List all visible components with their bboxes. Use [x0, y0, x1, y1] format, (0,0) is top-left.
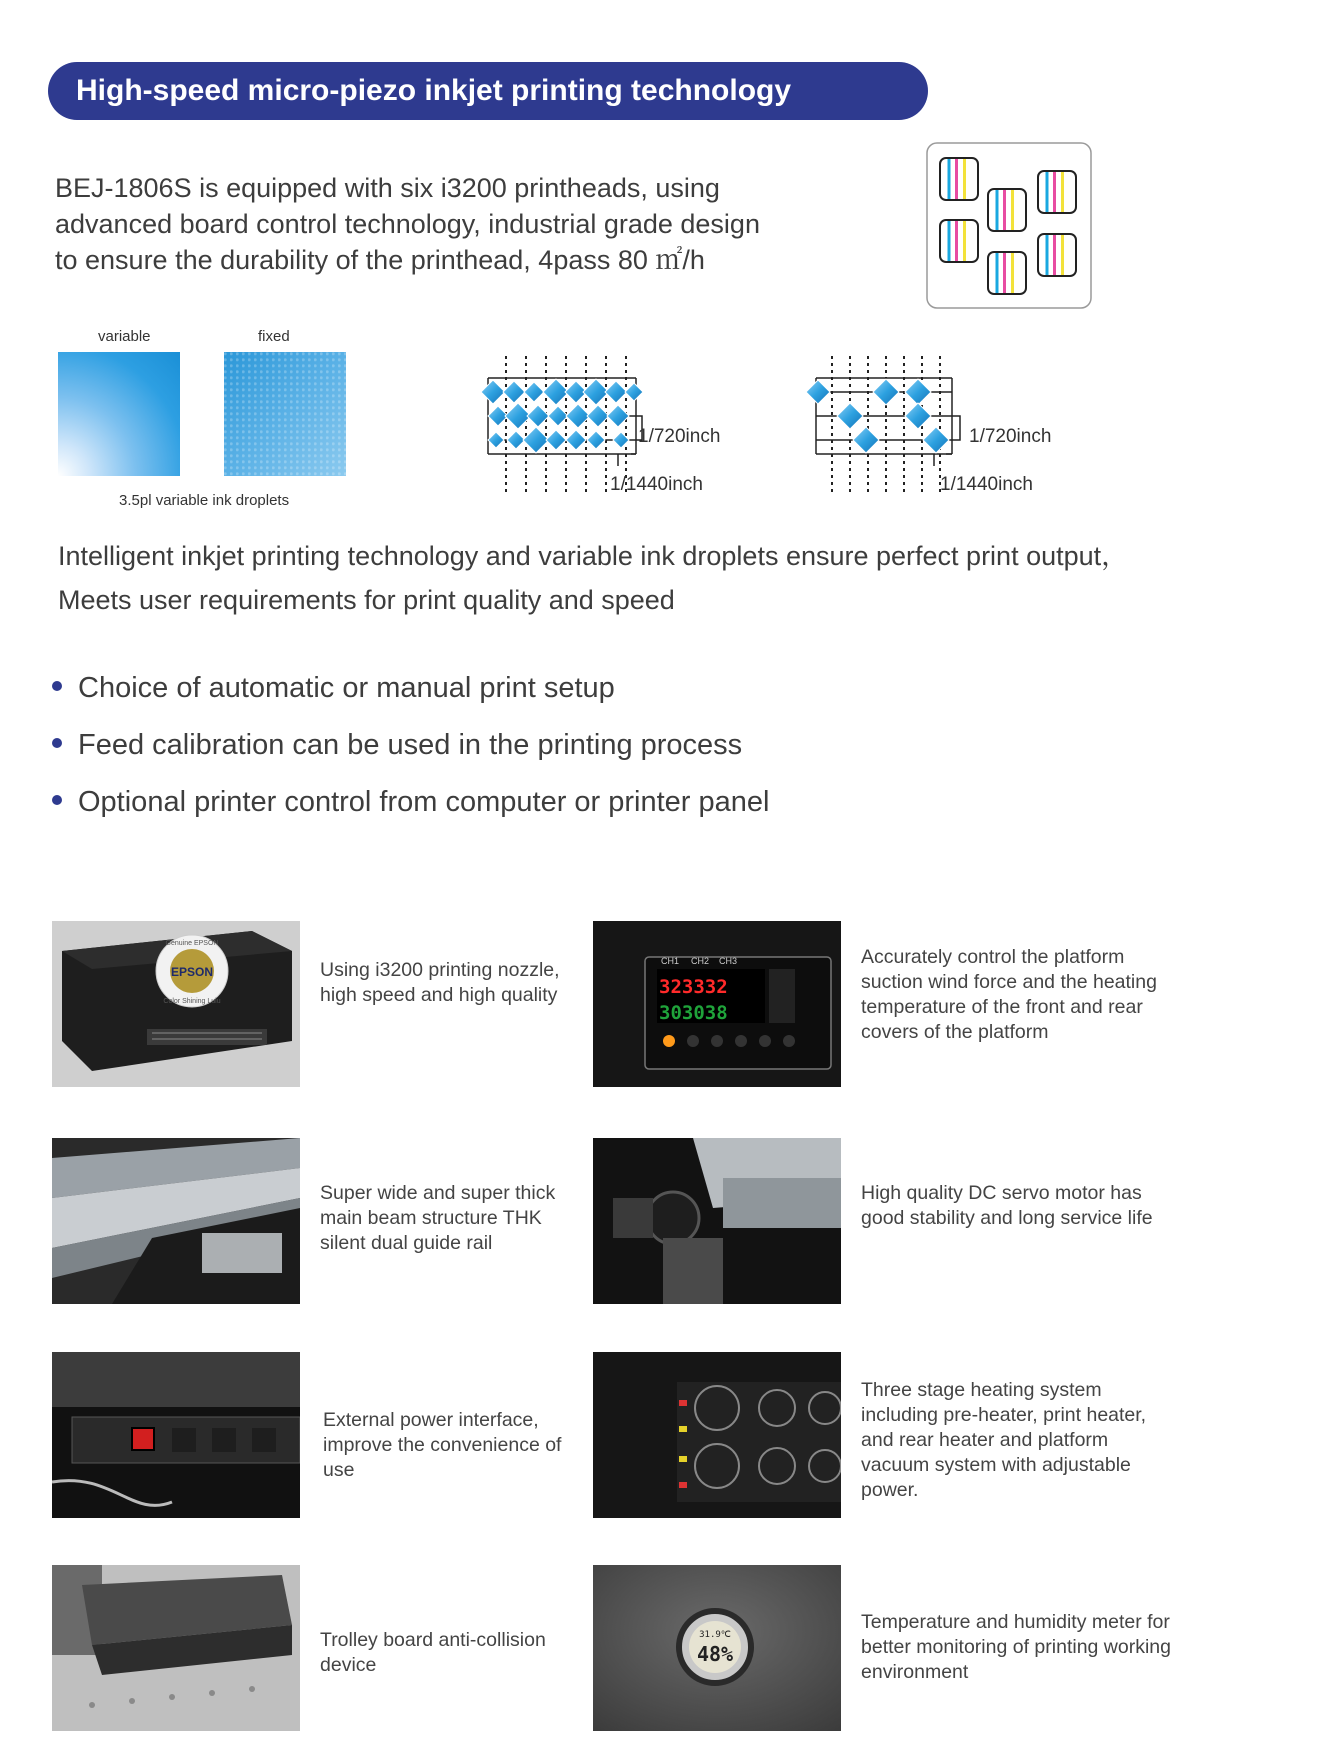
hygrometer-photo [593, 1565, 841, 1731]
bullet-dot-icon [52, 738, 62, 748]
heating-system-photo [593, 1352, 841, 1518]
feature-text-control-panel: Accurately control the platform suction wind force and the heating temperature of the front and rear covers of the platform [861, 946, 1157, 1043]
fixed-droplet-swatch [224, 352, 346, 476]
droplet-icon [905, 379, 931, 405]
bullet-dot-icon [52, 681, 62, 691]
hygrometer-temp-readout: 31.9℃ [699, 1630, 731, 1640]
panel-ch3-label: CH3 [719, 956, 738, 966]
printhead-icon [1038, 234, 1076, 276]
droplet-icon [607, 405, 629, 427]
intro-line: BEJ-1806S is equipped with six i3200 printheads, using [55, 173, 720, 203]
droplet-icon [837, 403, 863, 429]
fixed-label: fixed [258, 328, 290, 345]
feature-text-trolley: Trolley board anti-collision device [320, 1629, 546, 1676]
droplet-icon [905, 403, 931, 429]
section-title-banner: High-speed micro-piezo inkjet printing technology [48, 62, 928, 120]
panel-temp-readout: 323332 [659, 976, 728, 998]
variable-dot-diagram [476, 350, 736, 500]
bullet-item: Feed calibration can be used in the printing process [52, 717, 769, 774]
feature-text-servo-motor: High quality DC servo motor has good stability and long service life [861, 1182, 1153, 1229]
fixed-dot-diagram [806, 350, 1066, 500]
droplet-icon [873, 379, 899, 405]
bullet-item: Choice of automatic or manual print setup [52, 660, 769, 717]
diagram-b-label-720: 1/720inch [969, 426, 1052, 447]
feature-bullet-list [52, 660, 769, 831]
epson-ring-top-text: Genuine EPSON [165, 940, 219, 947]
droplet-icon [806, 380, 830, 404]
control-panel-photo [593, 921, 841, 1087]
trolley-board-photo [52, 1565, 300, 1731]
diagram-a-label-1440: 1/1440inch [610, 474, 703, 495]
printhead-icon [1038, 171, 1076, 213]
power-interface-photo [52, 1352, 300, 1518]
droplet-icon [853, 427, 879, 453]
bullet-item: Optional printer control from computer or printer panel [52, 774, 769, 831]
main-beam-photo [52, 1138, 300, 1304]
droplet-icon [587, 405, 609, 427]
droplet-icon [605, 381, 627, 403]
printhead-icon [940, 158, 978, 200]
droplet-icon [923, 427, 949, 453]
feature-text-main-beam: Super wide and super thick main beam structure THK silent dual guide rail [320, 1182, 556, 1254]
intro-line: to ensure the durability of the printhead, 4pass 80 ㎡/h [55, 245, 705, 275]
diagram-a-label-720: 1/720inch [638, 426, 721, 447]
tagline-line: Intelligent inkjet printing technology and variable ink droplets ensure perfect print output， [58, 541, 1129, 571]
printhead-layout-illustration [926, 142, 1094, 310]
feature-text-power: External power interface, improve the convenience of use [323, 1409, 562, 1481]
droplet-icon [566, 430, 586, 450]
epson-logo-text: EPSON [170, 965, 214, 979]
intro-line: advanced board control technology, industrial grade design [55, 209, 760, 239]
hygrometer-humidity-readout: 48% [696, 1642, 734, 1666]
droplet-icon [548, 406, 568, 426]
droplet-icon [527, 405, 549, 427]
droplet-icon [625, 383, 643, 401]
feature-text-hygrometer: Temperature and humidity meter for better monitoring of printing working environment [861, 1611, 1171, 1683]
diagram-b-label-1440: 1/1440inch [940, 474, 1033, 495]
droplet-icon [481, 380, 505, 404]
printhead-icon [988, 252, 1026, 294]
bullet-dot-icon [52, 795, 62, 805]
tagline [58, 534, 1128, 622]
droplet-icon [587, 431, 605, 449]
droplet-caption: 3.5pl variable ink droplets [119, 492, 290, 509]
tagline-line: Meets user requirements for print quality and speed [58, 585, 675, 615]
intro-paragraph [55, 170, 835, 278]
printhead-icon [988, 189, 1026, 231]
panel-ch2-label: CH2 [691, 956, 710, 966]
panel-set-readout: 303038 [659, 1002, 728, 1024]
printhead-icon [940, 220, 978, 262]
panel-ch1-label: CH1 [661, 956, 680, 966]
feature-text-heating: Three stage heating system including pre-heater, print heater, and rear heater and platform vacuum system with adjustable power. [861, 1379, 1147, 1501]
printhead-photo [52, 921, 300, 1087]
droplet-icon [488, 432, 504, 448]
droplet-icon [546, 430, 566, 450]
feature-text-printhead: Using i3200 printing nozzle, high speed and high quality [320, 959, 560, 1006]
epson-ring-bottom-text: Color Shining Lulu [163, 998, 221, 1005]
variable-droplet-swatch [58, 352, 180, 476]
servo-motor-photo [593, 1138, 841, 1304]
variable-label: variable [98, 328, 151, 345]
power-switch-icon [132, 1428, 154, 1450]
